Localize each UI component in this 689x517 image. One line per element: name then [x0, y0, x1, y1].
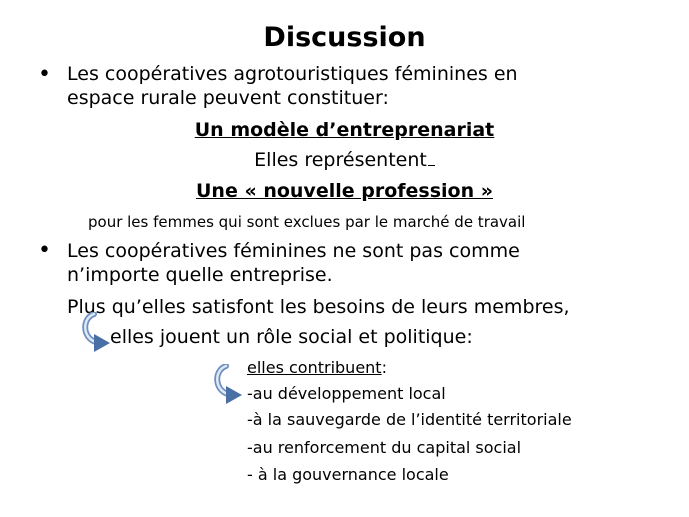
contributions-heading-text: elles contribuent	[247, 358, 382, 377]
contributions-heading	[247, 358, 387, 377]
section1-note: pour les femmes qui sont exclues par le marché de travail	[88, 213, 526, 231]
underscore-mark	[428, 149, 435, 166]
curved-arrow-icon	[212, 364, 248, 406]
section2-line2: n’importe quelle entreprise.	[67, 264, 333, 286]
section2-line4: elles jouent un rôle social et politique:	[110, 326, 473, 348]
middle-text: Elles représentent	[254, 149, 427, 171]
slide-title: Discussion	[263, 22, 426, 53]
highlight-entreprenariat: Un modèle d’entreprenariat	[194, 119, 495, 141]
contribution-item: -au développement local	[247, 384, 446, 403]
highlight-profession: Une « nouvelle profession »	[195, 180, 494, 202]
bullet-2: •	[38, 238, 51, 263]
contribution-item: -à la sauvegarde de l’identité territoriale	[247, 410, 572, 429]
section2-line3: Plus qu’elles satisfont les besoins de leurs membres,	[67, 296, 570, 318]
section2-line1: Les coopératives féminines ne sont pas comme	[67, 240, 520, 262]
bullet-1: •	[38, 62, 51, 87]
section1-line1: Les coopératives agrotouristiques féminines en	[67, 63, 518, 85]
contribution-item: -au renforcement du capital social	[247, 438, 522, 457]
section1-middle	[0, 149, 689, 171]
contributions-heading-colon: :	[381, 358, 387, 377]
section1-line2: espace rurale peuvent constituer:	[67, 87, 389, 109]
contribution-item: - à la gouvernance locale	[247, 465, 449, 484]
